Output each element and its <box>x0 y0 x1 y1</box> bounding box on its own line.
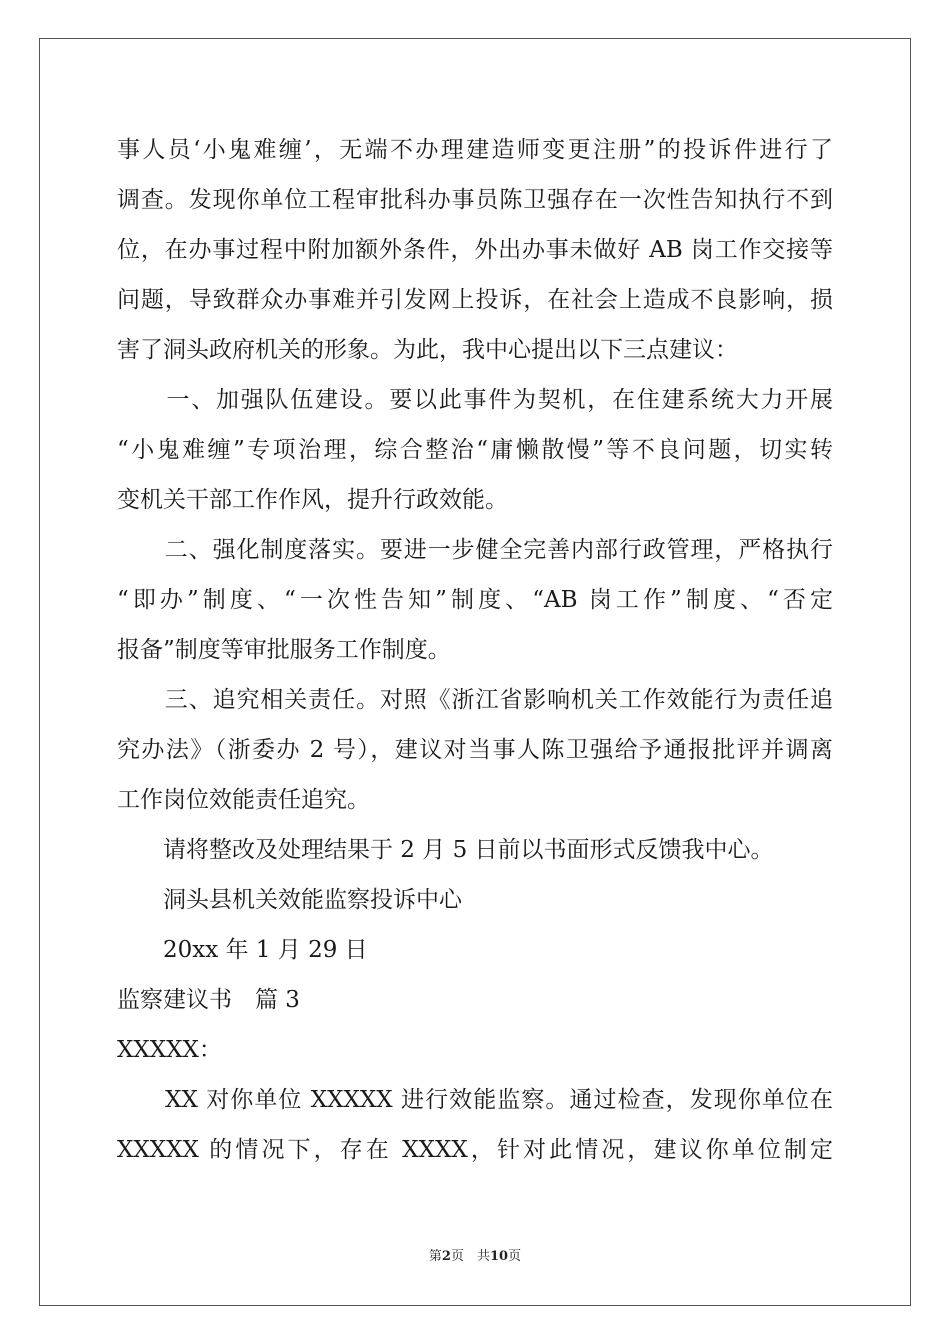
text-line-4: 问题，导致群众办事难并引发网上投诉，在社会上造成不良影响，损 <box>117 287 833 313</box>
text-line-12: 三、追究相关责任。对照《浙江省影响机关工作效能行为责任追 <box>117 687 833 713</box>
text-line-7: “小鬼难缠”专项治理，综合整治“庸懒散慢”等不良问题，切实转 <box>117 437 833 463</box>
footer-suffix: 页 <box>508 1249 522 1264</box>
footer-prefix: 第 <box>428 1249 442 1264</box>
text-line-10: “即办”制度、“一次性告知”制度、“AB 岗工作”制度、“否定 <box>117 587 833 613</box>
text-line-11: 报备”制度等审批服务工作制度。 <box>117 637 451 663</box>
page-frame <box>39 38 911 1306</box>
page-footer <box>0 1248 950 1266</box>
text-line-13: 究办法》（浙委办 2 号），建议对当事人陈卫强给予通报批评并调离 <box>117 737 833 763</box>
text-line-17: 20xx 年 1 月 29 日 <box>117 937 368 963</box>
text-line-2: 调查。发现你单位工程审批科办事员陈卫强存在一次性告知执行不到 <box>117 187 833 213</box>
text-line-14: 工作岗位效能责任追究。 <box>117 787 370 813</box>
text-line-6: 一、加强队伍建设。要以此事件为契机，在住建系统大力开展 <box>117 387 833 413</box>
text-line-9: 二、强化制度落实。要进一步健全完善内部行政管理，严格执行 <box>117 537 833 563</box>
text-line-20: XX 对你单位 XXXXX 进行效能监察。通过检查，发现你单位在 <box>117 1087 833 1113</box>
text-line-1: 事人员‘小鬼难缠’，无端不办理建造师变更注册”的投诉件进行了 <box>117 137 833 163</box>
text-line-16: 洞头县机关效能监察投诉中心 <box>117 887 462 913</box>
text-line-15: 请将整改及处理结果于 2 月 5 日前以书面形式反馈我中心。 <box>117 837 774 863</box>
text-line-5: 害了洞头政府机关的形象。为此，我中心提出以下三点建议： <box>117 337 738 363</box>
text-line-21: XXXXX 的情况下，存在 XXXX，针对此情况，建议你单位制定 <box>117 1137 833 1163</box>
salutation: XXXXX： <box>117 1037 222 1063</box>
footer-page-total: 10 <box>489 1249 509 1264</box>
footer-mid: 页 共 <box>450 1249 490 1264</box>
footer-page-number: 2 <box>441 1249 451 1264</box>
section-heading: 监察建议书 篇 3 <box>117 987 300 1013</box>
text-line-8: 变机关干部工作作风，提升行政效能。 <box>117 487 508 513</box>
text-line-3: 位，在办事过程中附加额外条件，外出办事未做好 AB 岗工作交接等 <box>117 237 833 263</box>
